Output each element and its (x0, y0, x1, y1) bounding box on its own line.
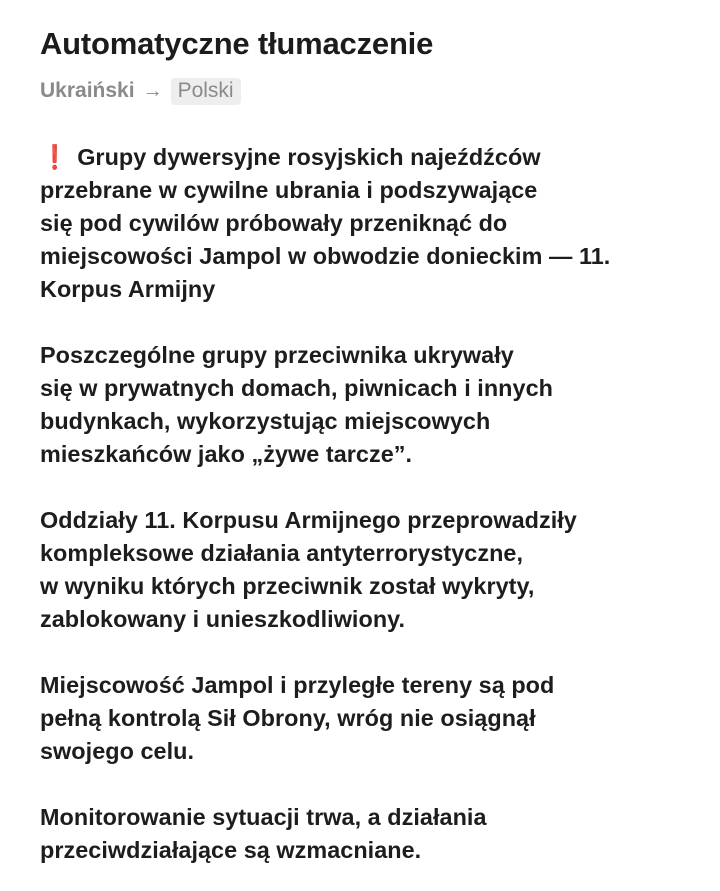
page-title: Automatyczne tłumaczenie (40, 26, 434, 61)
text-line: pełną kontrolą Sił Obrony, wróg nie osiągnął (40, 705, 536, 731)
text-line: swojego celu. (40, 738, 195, 764)
text-line: przebrane w cywilne ubrania i podszywające (40, 177, 538, 203)
text-line: Monitorowanie sytuacji trwa, a działania (40, 804, 487, 830)
text-line: budynkach, wykorzystując miejscowych (40, 408, 491, 434)
paragraph-3 (40, 504, 680, 636)
translated-text (40, 141, 680, 867)
text-line: Miejscowość Jampol i przyległe tereny są pod (40, 672, 555, 698)
language-selector (40, 76, 680, 106)
text-line: się pod cywilów próbowały przeniknąć do (40, 210, 508, 236)
paragraph-5 (40, 801, 680, 867)
paragraph-1 (40, 141, 680, 306)
text-line: mieszkańców jako „żywe tarcze”. (40, 441, 413, 467)
paragraph-2 (40, 339, 680, 471)
text-line: się w prywatnych domach, piwnicach i innych (40, 375, 553, 401)
text-line: przeciwdziałające są wzmacniane. (40, 837, 422, 863)
text-line-content: Grupy dywersyjne rosyjskich najeźdźców (77, 144, 541, 170)
text-line: zablokowany i unieszkodliwiony. (40, 606, 406, 632)
text-line: Oddziały 11. Korpusu Armijnego przeprowadziły (40, 507, 577, 533)
text-line (40, 141, 680, 174)
text-line: Korpus Armijny (40, 276, 216, 302)
text-line: kompleksowe działania antyterrorystyczne, (40, 540, 524, 566)
paragraph-4 (40, 669, 680, 768)
text-line: Poszczególne grupy przeciwnika ukrywały (40, 342, 514, 368)
target-language-chip[interactable]: Polski (171, 78, 241, 105)
red-exclamation-icon: ❗ (41, 144, 68, 170)
text-line: w wyniku których przeciwnik został wykryty, (40, 573, 535, 599)
arrow-right-icon: → (142, 79, 163, 102)
text-line: miejscowości Jampol w obwodzie donieckim — 11. (40, 243, 611, 269)
source-language[interactable]: Ukraiński (40, 79, 135, 102)
